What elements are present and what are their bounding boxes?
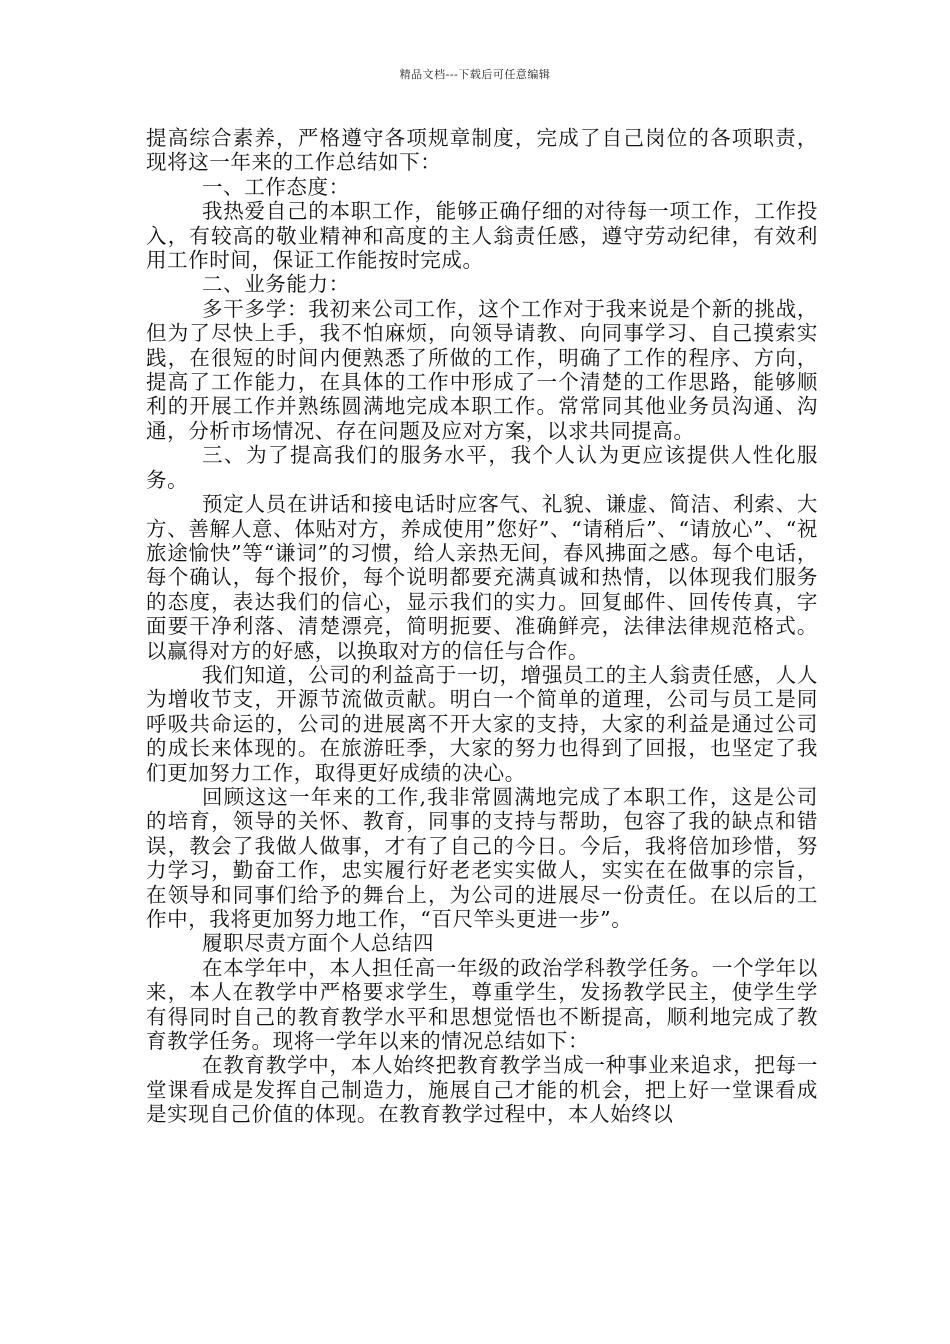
paragraph: 多干多学：我初来公司工作，这个工作对于我来说是个新的挑战，但为了尽快上手，我不怕麻烦，向领导请教、向同事学习、自己摸索实践，在很短的时间内便熟悉了所做的工作，明确了工作的程序、方向，提高了工作能力，在具体的工作中形成了一个清楚的工作思路，能够顺利的开展工作并熟练圆满地完成本职工作。常常同其他业务员沟通、沟通，分析市场情况、存在问题及应对方案，以求共同提高。 <box>146 296 818 443</box>
paragraph: 在本学年中，本人担任高一年级的政治学科教学任务。一个学年以来，本人在教学中严格要求学生，尊重学生，发扬教学民主，使学生学有得同时自己的教育教学水平和思想觉悟也不断提高，顺利地完成了教育教学任务。现将一学年以来的情况总结如下： <box>146 955 818 1054</box>
paragraph: 我热爱自己的本职工作，能够正确仔细的对待每一项工作，工作投入，有较高的敬业精神和高度的主人翁责任感，遵守劳动纪律，有效利用工作时间，保证工作能按时完成。 <box>146 199 818 273</box>
paragraph: 预定人员在讲话和接电话时应客气、礼貌、谦虚、简洁、利索、大方、善解人意、体贴对方，养成使用”您好”、“请稍后”、“请放心”、“祝旅途愉快”等“谦词”的习惯，给人亲热无间，春风拂面之感。每个电话，每个确认，每个报价，每个说明都要充满真诚和热情，以体现我们服务的态度，表达我们的信心，显示我们的实力。回复邮件、回传传真，字面要干净利落、清楚漂亮，简明扼要、准确鲜亮，法律法律规范格式。以赢得对方的好感，以换取对方的信任与合作。 <box>146 492 818 663</box>
document-body <box>146 126 818 1127</box>
page-header: 精品文档---下载后可任意编辑 <box>399 68 551 81</box>
paragraph: 提高综合素养，严格遵守各项规章制度，完成了自己岗位的各项职责，现将这一年来的工作总结如下： <box>146 126 818 175</box>
section-heading: 三、为了提高我们的服务水平，我个人认为更应该提供人性化服务。 <box>146 443 818 492</box>
section-heading: 二、业务能力： <box>202 272 350 297</box>
section-heading: 一、工作态度： <box>202 174 350 199</box>
paragraph: 回顾这这一年来的工作,我非常圆满地完成了本职工作，这是公司的培育，领导的关怀、教育，同事的支持与帮助，包容了我的缺点和错误，教会了我做人做事，才有了自己的今日。今后，我将倍加珍惜，努力学习，勤奋工作，忠实履行好老老实实做人，实实在在做事的宗旨，在领导和同事们给予的舞台上，为公司的进展尽一份责任。在以后的工作中，我将更加努力地工作，“百尺竿头更进一步”。 <box>146 784 818 931</box>
section-title: 履职尽责方面个人总结四 <box>202 931 435 956</box>
paragraph: 我们知道，公司的利益高于一切，增强员工的主人翁责任感，人人为增收节支，开源节流做贡献。明白一个简单的道理，公司与员工是同呼吸共命运的，公司的进展离不开大家的支持，大家的利益是通过公司的成长来体现的。在旅游旺季，大家的努力也得到了回报，也坚定了我们更加努力工作，取得更好成绩的决心。 <box>146 662 818 785</box>
paragraph: 在教育教学中，本人始终把教育教学当成一种事业来追求，把每一堂课看成是发挥自己制造力，施展自己才能的机会，把上好一堂课看成是实现自己价值的体现。在教育教学过程中，本人始终以 <box>146 1053 818 1127</box>
